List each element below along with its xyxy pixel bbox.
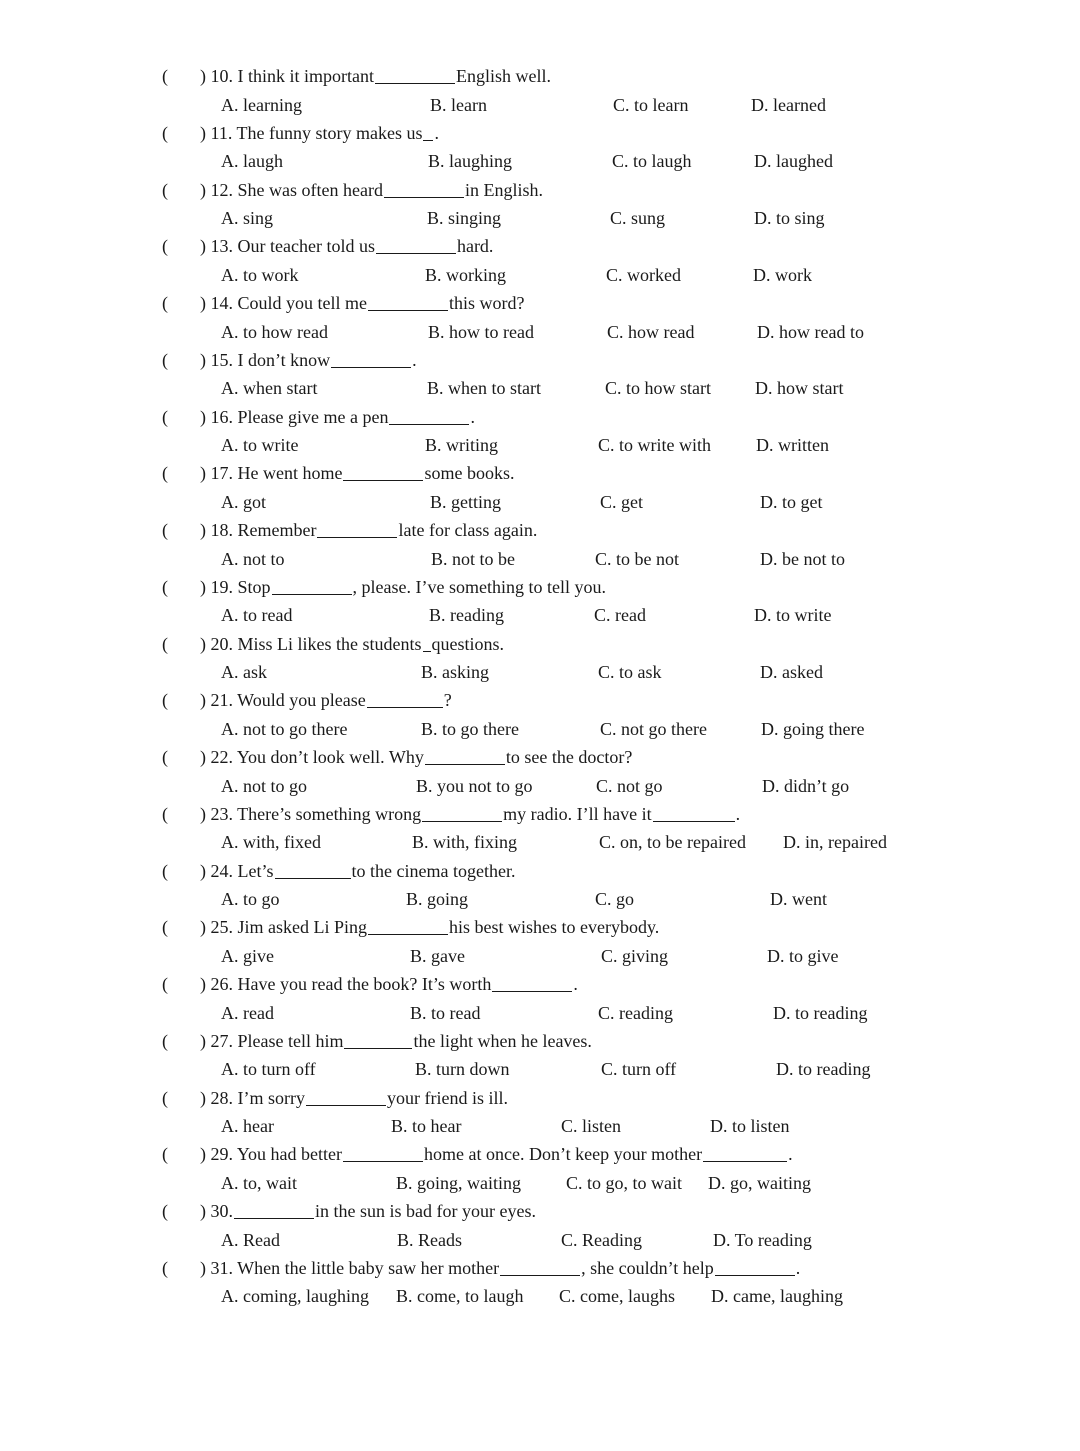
question-text: ) 12. She was often heard: [200, 179, 383, 200]
answer-paren[interactable]: (: [162, 974, 168, 994]
question-row: [162, 178, 543, 202]
question-text: English well.: [455, 66, 551, 86]
option-b: B. reading: [429, 605, 504, 626]
options-row: [0, 603, 1080, 627]
question-text: ) 30.: [200, 1201, 233, 1221]
option-a: A. hear: [221, 1116, 274, 1136]
question-row: [162, 405, 475, 429]
option-a: A. to, wait: [221, 1172, 297, 1193]
question-text: .: [434, 122, 439, 143]
option-b: B. asking: [421, 662, 490, 682]
option-a: A. to work: [221, 264, 299, 285]
answer-paren[interactable]: (: [162, 179, 168, 200]
option-a: A. ask: [221, 662, 267, 682]
question-text: ) 28. I’m sorry: [200, 1087, 305, 1108]
question-text: ) 23. There’s something wrong: [200, 803, 422, 824]
option-a: A. to turn off: [221, 1059, 316, 1080]
option-b: B. to read: [410, 1002, 481, 1023]
question-row: [162, 121, 439, 145]
option-a: A. got: [221, 491, 266, 512]
option-b: B. come, to laugh: [396, 1286, 524, 1307]
option-c: C. reading: [598, 1002, 673, 1023]
option-a: A. laugh: [221, 151, 283, 172]
question-text: ) 17. He went home: [200, 463, 343, 484]
question-text: , please. I’ve something to tell you.: [352, 576, 606, 597]
answer-paren[interactable]: (: [162, 1201, 168, 1221]
question-text: , she couldn’t help: [581, 1257, 714, 1278]
option-b: B. getting: [430, 491, 501, 512]
option-d: D. to listen: [710, 1116, 790, 1136]
options-row: [0, 1114, 1080, 1138]
question-text: ) 24. Let’s: [200, 860, 274, 881]
question-text: to the cinema together.: [351, 860, 516, 881]
option-b: B. with, fixing: [412, 832, 518, 853]
question-text: the light when he leaves.: [413, 1030, 592, 1051]
fill-blank[interactable]: [500, 1259, 580, 1276]
fill-blank[interactable]: [425, 748, 505, 765]
options-row: [0, 1228, 1080, 1252]
fill-blank[interactable]: [384, 181, 464, 198]
option-b: B. to hear: [391, 1116, 462, 1136]
option-a: A. Read: [221, 1229, 280, 1250]
option-c: C. how read: [607, 321, 695, 342]
fill-blank[interactable]: [317, 521, 397, 538]
answer-paren[interactable]: (: [162, 576, 168, 597]
question-text: ) 16. Please give me a pen: [200, 406, 389, 427]
fill-blank[interactable]: [492, 975, 572, 992]
option-c: C. to learn: [613, 94, 689, 115]
option-b: B. to go there: [421, 718, 519, 739]
option-a: A. with, fixed: [221, 832, 321, 853]
question-text: ) 11. The funny story makes us: [200, 122, 423, 143]
option-a: A. give: [221, 945, 274, 966]
option-c: C. come, laughs: [559, 1286, 675, 1307]
fill-blank[interactable]: [368, 918, 448, 935]
options-row: [0, 490, 1080, 514]
option-c: C. to ask: [598, 662, 662, 682]
option-c: C. to how start: [605, 378, 711, 399]
option-b: B. turn down: [415, 1059, 510, 1080]
question-text: home at once. Don’t keep your mother: [424, 1144, 703, 1165]
question-text: ) 19. Stop: [200, 576, 271, 597]
fill-blank[interactable]: [703, 1145, 787, 1162]
question-row: [162, 745, 632, 769]
answer-paren[interactable]: (: [162, 747, 168, 767]
option-d: D. went: [770, 889, 827, 909]
option-a: A. to go: [221, 889, 280, 909]
option-d: D. to give: [767, 945, 839, 966]
option-d: D. to reading: [776, 1059, 871, 1080]
fill-blank[interactable]: [234, 1202, 314, 1219]
fill-blank[interactable]: [423, 124, 433, 141]
option-a: A. not to go: [221, 775, 308, 796]
option-b: B. going: [406, 889, 469, 909]
answer-paren[interactable]: (: [162, 236, 168, 257]
options-row: [0, 774, 1080, 798]
options-row: [0, 376, 1080, 400]
fill-blank[interactable]: [653, 805, 735, 822]
option-d: D. going there: [761, 718, 865, 739]
option-b: B. learn: [430, 94, 487, 115]
question-row: [162, 1199, 536, 1223]
options-row: [0, 717, 1080, 741]
question-text: your friend is ill.: [386, 1087, 508, 1108]
answer-paren[interactable]: (: [162, 293, 168, 313]
question-text: ) 14. Could you tell me: [200, 293, 367, 313]
question-text: ) 26. Have you read the book? It’s worth: [200, 974, 492, 994]
question-text: this word?: [448, 293, 525, 313]
option-a: A. read: [221, 1002, 274, 1023]
option-b: B. Reads: [397, 1229, 462, 1250]
options-row: [0, 1057, 1080, 1081]
answer-paren[interactable]: (: [162, 690, 168, 711]
question-row: [162, 1029, 592, 1053]
option-d: D. in, repaired: [783, 832, 887, 853]
question-row: [162, 291, 524, 315]
option-a: A. to read: [221, 605, 293, 626]
answer-paren[interactable]: (: [162, 1257, 168, 1278]
option-a: A. coming, laughing: [221, 1286, 369, 1307]
question-text: ) 25. Jim asked Li Ping: [200, 917, 367, 938]
answer-paren[interactable]: (: [162, 122, 168, 143]
question-text: ) 22. You don’t look well. Why: [200, 747, 424, 767]
question-text: hard.: [456, 236, 494, 257]
options-row: [0, 433, 1080, 457]
fill-blank[interactable]: [272, 578, 352, 595]
options-row: [0, 660, 1080, 684]
option-c: C. to write with: [598, 435, 711, 455]
option-d: D. to write: [754, 605, 832, 626]
question-text: .: [573, 974, 578, 994]
options-row: [0, 887, 1080, 911]
question-text: late for class again.: [398, 520, 538, 540]
option-c: C. get: [600, 491, 643, 512]
option-c: C. turn off: [601, 1059, 677, 1080]
question-row: [162, 518, 537, 542]
question-row: [162, 1256, 800, 1280]
option-b: B. laughing: [428, 151, 512, 172]
question-text: ) 13. Our teacher told us: [200, 236, 375, 257]
question-row: [162, 972, 578, 996]
fill-blank[interactable]: [368, 294, 448, 311]
option-c: C. giving: [601, 945, 669, 966]
question-row: [162, 348, 417, 372]
option-d: D. To reading: [713, 1229, 812, 1250]
option-d: D. learned: [751, 94, 826, 115]
question-row: [162, 461, 514, 485]
question-row: [162, 632, 504, 656]
question-text: his best wishes to everybody.: [449, 917, 660, 938]
question-text: my radio. I’ll have it: [503, 803, 652, 824]
options-row: [0, 547, 1080, 571]
question-row: [162, 859, 515, 883]
options-row: [0, 263, 1080, 287]
question-text: ) 27. Please tell him: [200, 1030, 344, 1051]
answer-paren[interactable]: (: [162, 1144, 168, 1165]
option-d: D. go, waiting: [708, 1172, 811, 1193]
question-text: ) 21. Would you please: [200, 690, 366, 711]
option-b: B. gave: [410, 945, 465, 966]
question-row: [162, 64, 551, 88]
fill-blank[interactable]: [715, 1259, 795, 1276]
question-text: ) 29. You had better: [200, 1144, 342, 1165]
fill-blank[interactable]: [376, 237, 456, 254]
options-row: [0, 93, 1080, 117]
options-row: [0, 1171, 1080, 1195]
question-text: questions.: [431, 633, 505, 654]
option-c: C. listen: [561, 1116, 622, 1136]
option-a: A. not to go there: [221, 718, 348, 739]
options-row: [0, 320, 1080, 344]
option-b: B. writing: [425, 435, 499, 455]
option-c: C. not go there: [600, 718, 707, 739]
options-row: [0, 206, 1080, 230]
option-a: A. sing: [221, 208, 274, 228]
fill-blank[interactable]: [343, 464, 423, 481]
question-text: .: [795, 1257, 801, 1278]
question-text: ) 31. When the little baby saw her mother: [200, 1257, 500, 1278]
option-d: D. laughed: [754, 151, 833, 172]
option-c: C. sung: [610, 208, 666, 228]
option-b: B. going, waiting: [396, 1172, 521, 1193]
option-b: B. not to be: [431, 548, 515, 569]
question-text: .: [470, 406, 475, 427]
question-row: [162, 915, 659, 939]
option-b: B. you not to go: [416, 775, 533, 796]
option-a: A. to write: [221, 435, 299, 455]
question-row: [162, 802, 740, 826]
option-d: D. how read to: [757, 321, 864, 342]
option-d: D. written: [756, 435, 829, 455]
options-row: [0, 944, 1080, 968]
fill-blank[interactable]: [306, 1089, 386, 1106]
question-row: [162, 234, 493, 258]
option-c: C. read: [594, 605, 646, 626]
fill-blank[interactable]: [389, 408, 469, 425]
answer-paren[interactable]: (: [162, 803, 168, 824]
option-c: C. on, to be repaired: [599, 832, 746, 853]
option-d: D. asked: [760, 662, 823, 682]
fill-blank[interactable]: [275, 862, 351, 879]
option-d: D. work: [753, 264, 812, 285]
option-c: C. to be not: [595, 548, 679, 569]
option-d: D. be not to: [760, 548, 845, 569]
question-text: ) 10. I think it important: [200, 66, 374, 86]
option-c: C. to laugh: [612, 151, 692, 172]
answer-paren[interactable]: (: [162, 406, 168, 427]
option-d: D. how start: [755, 378, 844, 399]
option-d: D. came, laughing: [711, 1286, 843, 1307]
question-row: [162, 575, 606, 599]
fill-blank[interactable]: [367, 691, 443, 708]
question-text: ) 18. Remember: [200, 520, 317, 540]
option-d: D. to sing: [754, 208, 825, 228]
question-text: .: [412, 349, 417, 370]
question-text: some books.: [424, 463, 515, 484]
question-text: in the sun is bad for your eyes.: [315, 1201, 536, 1221]
answer-paren[interactable]: (: [162, 349, 168, 370]
option-b: B. when to start: [427, 378, 541, 399]
fill-blank[interactable]: [422, 805, 502, 822]
question-row: [162, 1142, 793, 1166]
fill-blank[interactable]: [331, 351, 411, 368]
answer-paren[interactable]: (: [162, 1087, 168, 1108]
question-row: [162, 1086, 508, 1110]
question-text: in English.: [464, 179, 543, 200]
option-a: A. not to: [221, 548, 285, 569]
option-c: C. to go, to wait: [566, 1172, 682, 1193]
fill-blank[interactable]: [343, 1145, 423, 1162]
answer-paren[interactable]: (: [162, 633, 168, 654]
question-row: [162, 688, 452, 712]
answer-paren[interactable]: (: [162, 917, 168, 938]
option-c: C. go: [595, 889, 635, 909]
answer-paren[interactable]: (: [162, 860, 168, 881]
question-text: to see the doctor?: [505, 747, 633, 767]
question-text: .: [735, 803, 741, 824]
option-b: B. working: [425, 264, 506, 285]
answer-paren[interactable]: (: [162, 66, 168, 86]
option-b: B. how to read: [428, 321, 534, 342]
fill-blank[interactable]: [375, 67, 455, 84]
question-text: .: [788, 1144, 793, 1165]
options-row: [0, 149, 1080, 173]
answer-paren[interactable]: (: [162, 1030, 168, 1051]
option-c: C. Reading: [561, 1229, 642, 1250]
option-d: D. didn’t go: [762, 775, 850, 796]
option-c: C. worked: [606, 264, 681, 285]
option-c: C. not go: [596, 775, 663, 796]
question-text: ?: [443, 690, 452, 711]
answer-paren[interactable]: (: [162, 520, 168, 540]
question-text: ) 20. Miss Li likes the students: [200, 633, 422, 654]
option-a: A. when start: [221, 378, 318, 399]
option-a: A. to how read: [221, 321, 328, 342]
option-d: D. to get: [760, 491, 823, 512]
option-a: A. learning: [221, 94, 302, 115]
options-row: [0, 1284, 1080, 1308]
options-row: [0, 1001, 1080, 1025]
answer-paren[interactable]: (: [162, 463, 168, 484]
option-b: B. singing: [427, 208, 502, 228]
question-text: ) 15. I don’t know: [200, 349, 331, 370]
fill-blank[interactable]: [423, 635, 431, 652]
fill-blank[interactable]: [344, 1032, 412, 1049]
option-d: D. to reading: [773, 1002, 868, 1023]
options-row: [0, 830, 1080, 854]
